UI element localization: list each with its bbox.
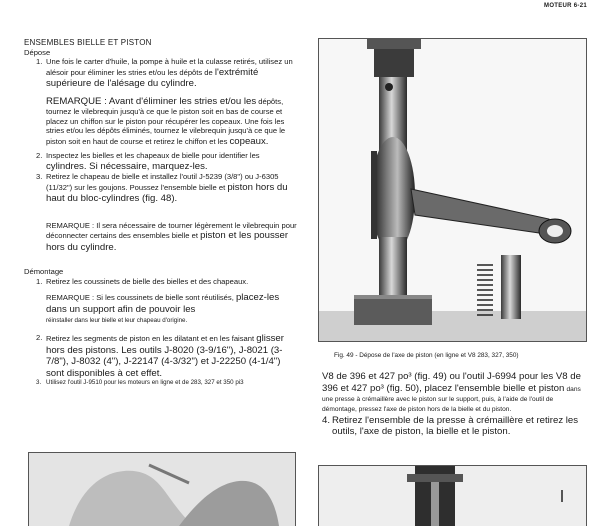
- step-number: 2.: [36, 151, 43, 160]
- note-text-large: placez-les dans un support afin de pouvoir les: [46, 292, 280, 315]
- step-number: 2.: [36, 333, 43, 342]
- step-number: 4.: [322, 414, 331, 426]
- step-text-large: glisser hors des pistons. Les outils J-8020 (3-9/16"), J-8021 (3-7/8"), J-8032 (4"), J-22147 (4-3/32") et J-22250 (4-1/4") sont disponibles à cet effet.: [46, 333, 284, 379]
- figure-49-photo: [318, 38, 587, 342]
- note-lead: REMARQUE : Si les coussinets de bielle sont réutilisés,: [46, 293, 234, 302]
- step-number: 1.: [36, 57, 43, 66]
- demontage-step-4: [322, 415, 584, 438]
- step-text-large: l'extrémité supérieure de l'alésage du cylindre.: [46, 66, 259, 89]
- depose-note-2: [46, 221, 300, 254]
- step-number: 3.: [36, 172, 43, 181]
- step-text: Retirez les coussinets de bielle des bielles et des chapeaux.: [46, 276, 249, 286]
- note-end: piston et les pousser hors du cylindre.: [46, 230, 289, 253]
- depose-step-3: [36, 172, 300, 205]
- demontage-heading: Démontage: [24, 267, 64, 276]
- step-number: 1.: [36, 276, 43, 286]
- step-text: Retirez les segments de piston en les dilatant et en les faisant: [46, 334, 255, 343]
- section-title: ENSEMBLES BIELLE ET PISTON: [24, 38, 152, 47]
- step-text: Une fois le carter d'huile, la pompe à huile et la culasse retirés, utilisez un alésoir pour éliminer les stries et/ou les dépôts de: [46, 57, 293, 77]
- note-text: REMARQUE : Il sera nécessaire de tourner légèrement le vilebrequin pour déconnecter certains des ensembles bielle et: [46, 220, 297, 240]
- figure-49-caption: Fig. 49 - Dépose de l'axe de piston (en ligne et V8 283, 327, 350): [334, 352, 519, 359]
- step-text: Utilisez l'outil J-9510 pour les moteurs en ligne et de 283, 327 et 350 pi3: [46, 379, 244, 386]
- depose-step-2: [36, 151, 300, 172]
- note-lead: REMARQUE : Avant d'éliminer les stries et/ou les: [46, 95, 257, 107]
- left-column: [24, 38, 300, 387]
- depose-note-1: [46, 96, 300, 148]
- demontage-step-1: [36, 277, 300, 287]
- note-text: dépôts, tournez le vilebrequin jusqu'à ce que le piston soit en bas de course et placez un chiffon sur le piston pour récupérer les copeaux. Une fois les stries et/ou les dépôts éliminés, tournez le vilebrequin jusqu'à ce que le piston soit en haut de course et retirez le chiffon et les: [46, 96, 286, 146]
- step-text: Inspectez les bielles et les chapeaux de bielle pour identifier les: [46, 151, 260, 160]
- step-text-large: cylindres. Si nécessaire, marquez-les.: [46, 160, 208, 172]
- demontage-step-3: [36, 379, 300, 387]
- depose-step-1: [36, 57, 300, 90]
- continued-text: dans une presse à crémaillère avec le piston sur le support, puis, à l'aide de l'outil de démontage, pressez l'axe de piston hors de la bielle et du piston.: [322, 385, 581, 414]
- figure-51-photo: [318, 465, 587, 526]
- note-end: réinstaller dans leur bielle et leur chapeau d'origine.: [46, 317, 188, 324]
- note-end: copeaux.: [229, 135, 269, 147]
- hand-photo: [29, 453, 295, 526]
- press-photo: [319, 466, 586, 526]
- step-text-large: piston hors du haut du bloc-cylindres (fig. 48).: [46, 181, 288, 204]
- continued-text-large: V8 de 396 et 427 po³ (fig. 49) ou l'outil J-6994 pour les V8 de 396 et 427 po³ (fig. 50), placez l'ensemble bielle et piston: [322, 371, 581, 394]
- step-text: Retirez l'ensemble de la presse à crémaillère et retirez les outils, l'axe de piston, la bielle et le piston.: [332, 414, 579, 438]
- page-header: MOTEUR 6-21: [544, 3, 587, 9]
- demontage-note: [46, 292, 300, 325]
- arbor-press-illustration: [319, 39, 586, 341]
- demontage-step-2: [36, 333, 300, 379]
- step-text: Retirez le chapeau de bielle et installez l'outil J-5239 (3/8") ou J-6305 (11/32") sur les goujons. Poussez l'ensemble bielle et: [46, 172, 279, 192]
- step-number: 3.: [36, 379, 42, 386]
- depose-heading: Dépose: [24, 47, 51, 57]
- right-column: [322, 371, 584, 438]
- figure-50-photo: [28, 452, 296, 526]
